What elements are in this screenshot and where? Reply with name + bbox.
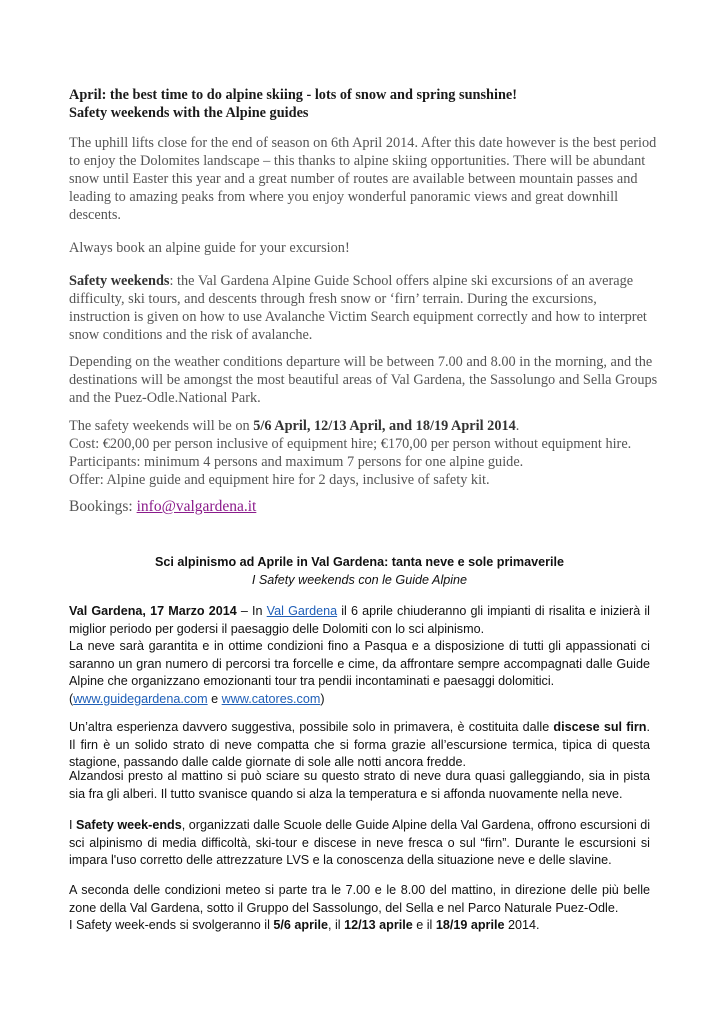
p5-text: , organizzati dalle Scuole delle Guide Alpine della Val Gardena, offrono escursioni di sci alpinismo di media difficoltà, ski-tour e discese in neve fresca o sul “firn”. Durante le escursioni si impara l'uso corretto delle attrezzature LVS e la conoscenza della situazione neve e delle slavine. (69, 818, 650, 867)
dateline-connector: – In (236, 604, 267, 618)
p2-close: ) (320, 691, 325, 706)
bookings-label: Bookings: (69, 498, 137, 515)
italian-subtitle: I Safety weekends con le Guide Alpine (251, 572, 468, 587)
dates-suffix: . (515, 418, 520, 434)
p7-sep-2: e il (412, 918, 436, 932)
italian-paragraph-5 (69, 817, 650, 870)
p6-text: A seconda delle condizioni meteo si parte tra le 7.00 e le 8.00 del mattino, in direzione delle più belle zone della Val Gardena, sotto il Gruppo del Sassolungo, del Sella e nel Parco Naturale Puez-Odle. (69, 883, 650, 915)
safety-weekends-text: : the Val Gardena Alpine Guide School offers alpine ski excursions of an average difficulty, ski tours, and descents through fresh snow or ‘firn’ terrain. During the excursions, instruction is given on how to use Avalanche Victim Search equipment correctly and how to interpret snow conditions and the risk of avalanche. (69, 273, 647, 343)
p2-open: ( (69, 691, 74, 706)
p7-suffix: 2014. (504, 918, 540, 932)
date-2: 12/13 aprile (344, 918, 413, 932)
italian-paragraph-6 (69, 882, 650, 935)
italian-title: Sci alpinismo ad Aprile in Val Gardena: tanta neve e sole primaverile (155, 555, 564, 569)
english-heading (69, 86, 659, 122)
participants-line: Participants: minimum 4 persons and maximum 7 persons for one alpine guide. (69, 454, 524, 470)
heading-line-1: April: the best time to do alpine skiing - lots of snow and spring sunshine! (69, 87, 518, 103)
p1-text: il 6 aprile chiuderanno gli impianti di risalita e inizierà il miglior periodo per godersi il paesaggio delle Dolomiti con lo sci alpinismo. (69, 604, 650, 636)
english-advice-paragraph: Always book an alpine guide for your excursion! (69, 240, 350, 256)
italian-paragraph-2 (69, 638, 650, 708)
english-bookings-paragraph (69, 498, 659, 516)
italian-heading (69, 554, 650, 589)
safety-weekends-label: Safety weekends (69, 273, 170, 289)
offer-line: Offer: Alpine guide and equipment hire for 2 days, inclusive of safety kit. (69, 472, 490, 488)
p2-and: e (207, 691, 222, 706)
p5-prefix: I (69, 818, 77, 832)
p5-bold: Safety week-ends (76, 818, 182, 832)
p3-text: Un’altra esperienza davvero suggestiva, possibile solo in primavera, è costituita dalle (69, 720, 554, 734)
p2-text: La neve sarà garantita e in ottime condizioni fino a Pasqua e a disposizione di tutti gli appassionati ci saranno un gran numero di percorsi tra forcelle e cime, da affrontare sempre accompagnati dalle Guide Alpine che organizzano emozionanti tour tra pendii incontaminati e paesaggi dolomitici. (69, 639, 650, 688)
italian-paragraph-4: Alzandosi presto al mattino si può sciare su questo strato di neve dura quasi galleggiando, sia in pista sia fra gli alberi. Il tutto svanisce quando si alza la temperatura e si affonda nuovamente nella neve. (69, 769, 650, 801)
date-3: 18/19 aprile (435, 918, 505, 932)
guidegardena-link[interactable]: www.guidegardena.com (73, 691, 208, 706)
italian-paragraph-3 (69, 719, 650, 772)
heading-line-2: Safety weekends with the Alpine guides (69, 105, 309, 121)
dates-prefix: The safety weekends will be on (69, 418, 254, 434)
english-safety-paragraph (69, 272, 659, 344)
catores-link[interactable]: www.catores.com (221, 691, 321, 706)
english-departure-paragraph: Depending on the weather conditions departure will be between 7.00 and 8.00 in the morning, and the destinations will be amongst the most beautiful areas of Val Gardena, the Sassolungo and Sella Groups and the Puez-Odle.National Park. (69, 354, 658, 406)
english-intro-paragraph: The uphill lifts close for the end of season on 6th April 2014. After this date however is the best period to enjoy the Dolomites landscape – this thanks to alpine skiing opportunities. There will be abundant snow until Easter this year and a great number of routes are available between mountain passes and leading to amazing peaks from where you enjoy wonderful panoramic views and great downhill descents. (69, 135, 657, 223)
cost-line: Cost: €200,00 per person inclusive of equipment hire; €170,00 per person without equipment hire. (69, 436, 632, 452)
p3-text-2: . Il firn è un solido strato di neve compatta che si forma grazie all’escursione termica, tipica di questa stagione, passando dalle calde giornate di sole alle notti ancora fredde. (69, 720, 650, 769)
english-details-paragraph (69, 417, 659, 489)
bookings-email-link[interactable]: info@valgardena.it (136, 498, 257, 515)
dateline: Val Gardena, 17 Marzo 2014 (69, 604, 237, 618)
date-1: 5/6 aprile (273, 918, 329, 932)
italian-paragraph-1 (69, 603, 650, 638)
p7-sep-1: , il (328, 918, 345, 932)
dates-bold: 5/6 April, 12/13 April, and 18/19 April 2014 (253, 418, 516, 434)
p3-bold: discese sul firn (553, 720, 647, 734)
p7-prefix: I Safety week-ends si svolgeranno il (69, 918, 274, 932)
val-gardena-link[interactable]: Val Gardena (266, 604, 338, 618)
